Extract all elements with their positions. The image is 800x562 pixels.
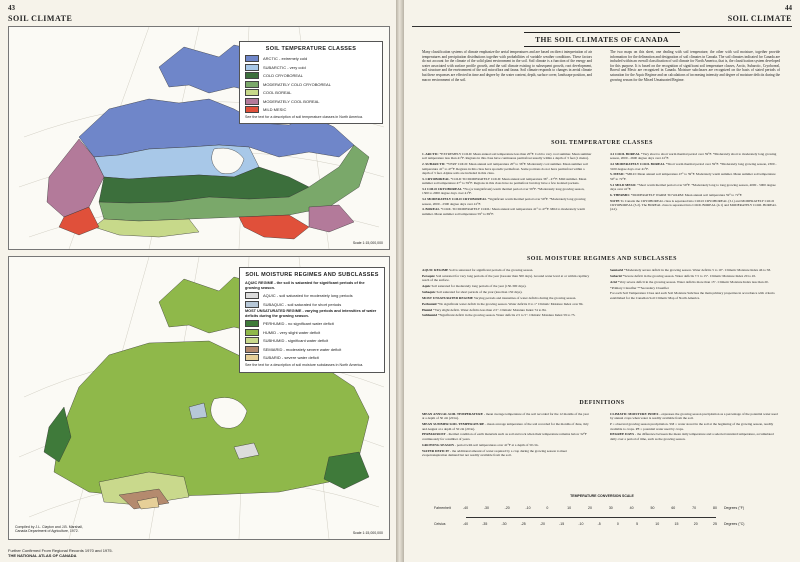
map-credit xyxy=(15,525,83,533)
legend-swatch xyxy=(245,346,259,353)
scale-tick-label: 5 xyxy=(636,522,639,526)
conversion-scale xyxy=(434,504,770,534)
scale-tick-label: -20 xyxy=(504,506,510,510)
legend-swatch xyxy=(245,81,259,88)
moist-entry: Peraquic Soil saturated for very long periods of the year (Greater than 300 days). Ground water level at or within capillary reach of the surface. xyxy=(422,273,590,283)
legend-row-aquic xyxy=(245,292,379,299)
temperature-legend xyxy=(239,41,383,124)
temperature-legend-title: SOIL TEMPERATURE CLASSES xyxy=(265,46,357,52)
legend-swatch xyxy=(245,354,259,361)
scale-tick-label: 20 xyxy=(693,522,698,526)
moist-entry: MOST UNSATURATED REGIME Varying periods and intensities of water deficits during the growing season. xyxy=(422,295,577,300)
moisture-regimes-heading: SOIL MOISTURE REGIMES AND SUBCLASSES xyxy=(526,256,678,262)
legend-label: SUBARID - severe water deficit xyxy=(263,355,319,361)
def-entry: P = observed growing season precipitation. SM = water stored in the soil at the beginning of the growing season, readily available to crops. PE = potential water used by crops. xyxy=(610,422,774,431)
celsius-unit: Degrees (°C) xyxy=(724,522,745,526)
temperature-classes-right xyxy=(610,152,780,213)
temp-entry: 1. ARCTIC *EXTREMELY COLD: Mean annual soil temperature less than 20°F. Cold to very cool summer. Mean summer soil temperature less than 41°F. Regions in this class have continuous permafrost usually within a depth of 3 feet (1 metre). xyxy=(422,152,592,161)
legend-row-subhumid xyxy=(245,337,379,344)
moist-entry: Arid *Very severe deficit in the growing season. Water deficits more than 15". Climatic Moisture Index less than 20. xyxy=(610,279,769,284)
def-entry: PERMAFROST - thermal condition of earth materials such as soil and rock when their temperature remains below 32°F continuously for a number of years. xyxy=(422,432,587,441)
legend-label: SUBHUMID - significant water deficit xyxy=(263,338,329,344)
scale-tick-label: 80 xyxy=(713,506,717,510)
scale-tick-label: -40 xyxy=(463,522,469,526)
footer-line-2: THE NATIONAL ATLAS OF CANADA xyxy=(8,552,77,558)
legend-row-subarctic xyxy=(245,64,377,71)
legend-label: COOL BOREAL xyxy=(263,90,292,95)
def-entry: WATER DEFICIT - the additional amount of water required by a crop during the growing season to meet evapotranspiration demand but not readily available from the soil. xyxy=(422,448,567,457)
intro-left: Many classification systems of climate emphasize the aerial temperatures and are based on direct interpretation of air temperatures and precipitation distributions together with probabilities of variable weather conditions. These factors do not account for the climate of the solid plant environment in the soil. Soil climate is a function of the energy and water associated with surface profile growth, and the soil climate existing to subsequent growth, root development, soil structure and the environment of the soil microflora and fauna. Soil climate responds to changes in aerial climate but these responses are effected in time and degree by the water content, depth, surface cover, landscape position, and macro environment of the soil. xyxy=(422,50,592,82)
temperature-classes-heading: SOIL TEMPERATURE CLASSES xyxy=(551,140,653,146)
def-entry: MEAN SUMMER SOIL TEMPERATURE - mean average temperature of the soil recorded for the months of June, July and August at a depth of 50 cm (20 in). xyxy=(422,422,589,431)
temp-entry: NOTE To Canada the CRYOBOREAL class is separated into COLD CRYOBOREAL (3.1) and MODERATELY COLD CRYOBOREAL (3.2). The BOREAL class is separated into COOL BOREAL (4.1) and MODERATELY COOL BOREAL (4.2). xyxy=(610,198,777,212)
definitions-right xyxy=(610,412,780,443)
temp-entry: 4.2 MODERATELY COOL BOREAL *Short warm thermal period over 59°F. *Moderately long growing season, 2300 - 3100 degree days over 41°F. xyxy=(610,162,777,171)
aquic-heading: AQUIC REGIME - the soil is saturated for significant periods of the growing season. xyxy=(245,281,365,290)
fahrenheit-label: Fahrenheit xyxy=(434,506,451,510)
legend-row-humid xyxy=(245,329,379,336)
moist-entry: Subarid *Severe deficit in the growing season. Water deficits 7.5 to 15". Climatic Moisture Index 20 to 45. xyxy=(610,273,756,278)
legend-swatch xyxy=(245,301,259,308)
scale-tick-label: 0 xyxy=(616,522,619,526)
page-title: THE SOIL CLIMATES OF CANADA xyxy=(524,32,680,47)
legend-row-perhumid xyxy=(245,320,379,327)
legend-label: MILD MESIC xyxy=(263,107,287,112)
scale-tick-label: 70 xyxy=(692,506,697,510)
legend-label: MODERATELY COOL BOREAL xyxy=(263,98,320,104)
top-rule xyxy=(412,26,792,27)
scale-tick-label: -20 xyxy=(539,522,545,526)
legend-swatch xyxy=(245,89,259,96)
moist-entry: AQUIC REGIME Soil is saturated for significant periods of the growing season. xyxy=(422,268,534,272)
scale-tick-label: 30 xyxy=(608,506,613,510)
scale-tick-label: -25 xyxy=(520,522,526,526)
scale-tick-label: 40 xyxy=(629,506,634,510)
moisture-legend-note: See the text for a description of soil moisture subclasses in North America. xyxy=(245,363,364,368)
temp-entry: 4. BOREAL *COOL TO MODERATELY COOL: Mean annual soil temperature 41° to 47°F. Mild to moderately warm summer. Mean summer soil temperature 59° to 69°F. xyxy=(422,207,585,216)
right-section-title: SOIL CLIMATE xyxy=(727,14,792,23)
scale-tick-label: -15 xyxy=(559,522,565,526)
def-entry: CLIMATIC MOISTURE INDEX - expresses the growing season precipitation as a percentage of the potential water used by annual crops when water is readily available from the soil. xyxy=(610,412,778,421)
scale-tick-label: 15 xyxy=(674,522,679,526)
moisture-regimes-left xyxy=(422,268,592,319)
legend-swatch xyxy=(245,320,259,327)
unsaturated-heading: MOST UNSATURATED REGIME - varying periods and intensities of water deficits during the growing season. xyxy=(245,309,377,318)
credit-line-1: Compiled by J.L. Clayton and J.B. Marshall, xyxy=(15,524,83,529)
gutter xyxy=(396,0,404,562)
legend-swatch xyxy=(245,106,259,113)
legend-row-subaquic xyxy=(245,301,379,308)
temperature-classes-left xyxy=(422,152,592,218)
legend-label: HUMID - very slight water deficit xyxy=(263,329,321,335)
scale-tick-label: -5 xyxy=(597,522,601,526)
moist-entry: Perhumid *No significant water deficit in the growing season. Water deficits 0 to 1" Climatic Moisture Index over 84. xyxy=(422,301,584,306)
moist-entry: Subhumid *Significant deficit in the growing season. Water deficits 2.5 to 5". Climatic Moisture Index 59 to 73. xyxy=(422,313,576,318)
temp-entry: 3.2 MODERATELY COLD CRYOBOREAL *Significant warm thermal period over 59°F. *Moderately long growing season, 2000 - 2300 degree days over 41°F. xyxy=(422,197,586,206)
legend-row-subarid xyxy=(245,354,379,361)
legend-row-cold-cryoboreal xyxy=(245,72,377,79)
scale-tick-label: 50 xyxy=(650,506,655,510)
temperature-legend-note: See the text for a description of soil temperature classes in North America. xyxy=(245,115,364,119)
moist-entry: Subaquic Soil saturated for short periods of the year (less than 150 days). xyxy=(422,289,523,294)
right-page-number: 44 xyxy=(785,4,792,12)
credit-line-2: Canada Department of Agriculture, 1972. xyxy=(15,528,79,533)
scale-tick-label: 20 xyxy=(588,506,592,510)
scale-tick-label: -30 xyxy=(501,522,507,526)
temp-entry: 4.1 COOL BOREAL *Very short to short warm thermal period over 59°F. *Moderately short to moderately long growing season, 2000 - 2600 degree days over 41°F. xyxy=(610,152,777,161)
conversion-scale-title: TEMPERATURE CONVERSION SCALE xyxy=(570,494,634,498)
temp-entry: 2. SUBARCTIC *VERY COLD: Mean annual soil temperature 20° to 36°F. Moderately cool summer. Mean summer soil temperature 41° to 47°F. Regions in this class have sporadic permafrost. Some portions do not have permafrost within a depth of 3 feet. Alpine soils are included in this class. xyxy=(422,162,588,175)
right-page xyxy=(404,0,800,562)
legend-label: AQUIC - soil saturated for moderately long periods xyxy=(263,293,353,299)
legend-swatch xyxy=(245,55,259,62)
def-entry: GROWING SEASON - period with soil temperatures over 41°F at a depth of 50 cm. xyxy=(422,442,539,447)
legend-row-cool-boreal xyxy=(245,89,377,96)
intro-right: The two maps on this sheet, one dealing with soil temperature, the other with soil moisture, together provide information for the delineation and designation of soil climates in Canada. The soil climates indicated for Canada are included within an overall classification of soil climate for North America, that is, the classification system developed for this purpose. It is based on the recognition of significant soil temperature classes, Arctic, Subarctic, Cryoboreal, Boreal and Mesic are recognized in Canada. Moisture subclasses are recognized on the basis of stated periods of saturation for the Aquic Regime and on calculations of increasing intensity and degree of moisture deficits during the growing season for the Mixed Unsaturated Regime. xyxy=(610,50,780,82)
legend-swatch xyxy=(245,337,259,344)
legend-row-mod-cold-cryoboreal xyxy=(245,81,377,88)
legend-swatch xyxy=(245,64,259,71)
legend-swatch xyxy=(245,98,259,105)
legend-label: COLD CRYOBOREAL xyxy=(263,73,303,78)
celsius-label: Celsius xyxy=(434,522,446,526)
soil-temperature-map xyxy=(8,26,390,250)
footer-line-1: Further Confirmed From Regional Records 1970 and 1975. xyxy=(8,547,113,553)
legend-label: ARCTIC - extremely cold xyxy=(263,56,308,61)
left-footer xyxy=(8,548,113,558)
legend-swatch xyxy=(245,292,259,299)
scale-tick-label: 25 xyxy=(713,522,717,526)
temp-entry: 3.1 COLD CRYOBOREAL *No (or insignificant) warm thermal period over 59°F. *Moderately long growing season, 1300 to 2000 degree days over 41°F. xyxy=(422,187,585,196)
legend-row-arctic xyxy=(245,55,377,62)
legend-swatch xyxy=(245,329,259,336)
soil-moisture-map xyxy=(8,256,390,540)
temp-entry: 6. THERMIC *MODERATELY WARM TO WARM: Mean annual soil temperature 59° to 72°F. xyxy=(610,192,743,197)
moisture-legend xyxy=(239,267,385,373)
legend-row-mild-mesic xyxy=(245,106,377,113)
moist-entry: Semiarid *Moderately severe deficit in the growing season. Water deficits 5 to 10". Climatic Moisture Index 46 to 58. xyxy=(610,268,771,272)
legend-label: SUBARCTIC - very cold xyxy=(263,64,306,70)
legend-row-semiarid xyxy=(245,346,379,353)
temp-entry: 3. CRYOBOREAL *COLD TO MODERATELY COLD: Mean annual soil temperature 36° - 47°F. Mild summer. Mean summer soil temperature 47° to 59°F. Regions in this class have no permafrost but may have a few isolated pockets. xyxy=(422,176,587,186)
moist-entry: For each Soil Temperature Class and each Soil Moisture Subclass the main primary properties in accordance with criteria established for the Canadian Soil Climatic Map of North America. xyxy=(610,291,775,300)
fahrenheit-ticks xyxy=(463,506,717,514)
top-map-scale: Scale 1:15,000,000 xyxy=(352,241,383,245)
scale-tick-label: -40 xyxy=(463,506,469,510)
moisture-regimes-right xyxy=(610,268,780,302)
scale-tick-label: -35 xyxy=(482,522,488,526)
legend-row-mod-cool-boreal xyxy=(245,98,377,105)
left-page-number: 43 xyxy=(8,4,15,12)
legend-swatch xyxy=(245,72,259,79)
temp-entry: 5.1 MILD MESIC *Short warm thermal period over 59°F. *Moderately long to long growing season, 4000 - 5000 degree days over 41°F. xyxy=(610,182,776,192)
fahrenheit-unit: Degrees (°F) xyxy=(724,506,745,510)
moisture-legend-title: SOIL MOISTURE REGIMES AND SUBCLASSES xyxy=(245,272,379,278)
moist-entry: Humid *Very slight deficit. Water deficits less than 2.5". Climatic Moisture Index 74 to 84. xyxy=(422,307,547,312)
scale-tick-label: -10 xyxy=(525,506,531,510)
temp-entry: 5. MESIC *MILD: Mean annual soil temperature 47° to 59°F. Moderately warm summer. Mean summer soil temperature 59° to 72°F. xyxy=(610,172,776,181)
scale-tick-label: 10 xyxy=(655,522,660,526)
scale-tick-label: 10 xyxy=(567,506,572,510)
moist-entry: *Primary Classifier **Secondary Classifier xyxy=(610,285,669,290)
legend-label: SUBAQUIC - soil saturated for short periods xyxy=(263,301,342,307)
celsius-ticks xyxy=(463,522,717,530)
conversion-axis-line xyxy=(466,517,716,518)
moist-entry: Aquic Soil saturated for moderately long periods of the year (150-300 days). xyxy=(422,284,527,289)
scale-tick-label: 60 xyxy=(671,506,676,510)
definitions-heading: DEFINITIONS xyxy=(579,400,625,406)
legend-label: SEMIARID - moderately severe water deficit xyxy=(263,346,342,352)
scale-tick-label: -10 xyxy=(578,522,584,526)
legend-label: MODERATELY COLD CRYOBOREAL xyxy=(263,81,331,87)
legend-label: PERHUMID - no significant water deficit xyxy=(263,321,334,327)
def-entry: DEGREE DAYS - the difference between the mean daily temperature and a selected standard temperature, accumulated daily over a period of time, such as the growing season. xyxy=(610,432,774,441)
left-section-title: SOIL CLIMATE xyxy=(8,14,73,23)
definitions-left xyxy=(422,412,592,459)
scale-tick-label: 0 xyxy=(546,506,549,510)
def-entry: MEAN ANNUAL SOIL TEMPERATURE - mean average temperature of the soil recorded for the 12 months of the year at a depth of 50 cm (20 in). xyxy=(422,412,589,421)
bottom-map-scale: Scale 1:15,000,000 xyxy=(352,531,383,535)
scale-tick-label: -30 xyxy=(483,506,489,510)
left-page xyxy=(0,0,396,562)
